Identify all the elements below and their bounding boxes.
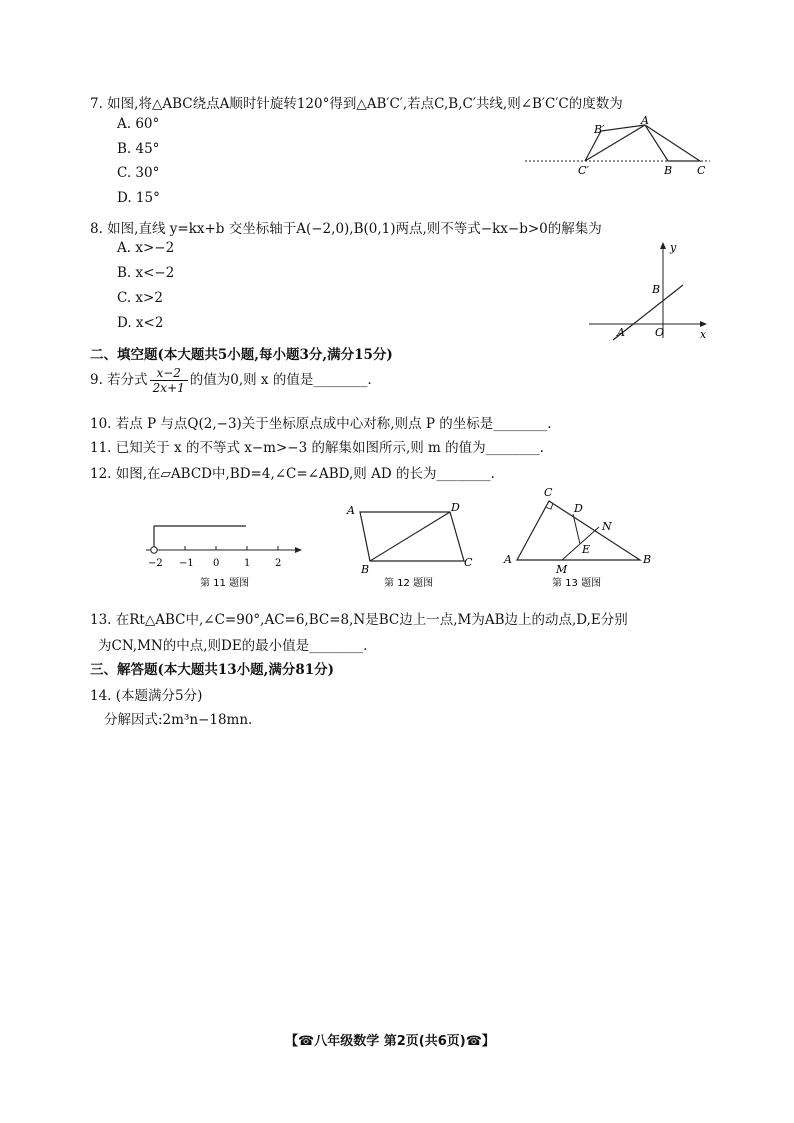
fig13-label-d: D <box>574 502 583 515</box>
fig13-label-m: M <box>556 563 568 576</box>
q9-fraction <box>150 366 188 395</box>
q8-figure <box>585 240 715 345</box>
fig13-label-e: E <box>582 543 591 556</box>
fig13-segment-mn <box>562 527 599 560</box>
q8-option-b: B. x<−2 <box>117 265 175 281</box>
q7-label-c1: C′ <box>578 164 589 177</box>
q8-label-a: A <box>617 326 625 339</box>
q7-option-b: B. 45° <box>117 141 160 157</box>
q7-option-c: C. 30° <box>117 165 160 181</box>
fig11-tick-label: −1 <box>179 558 194 569</box>
fig12-label-a: A <box>347 504 355 517</box>
fig12-caption: 第 12 题图 <box>384 578 434 589</box>
fig13-label-c: C <box>544 486 553 499</box>
fig12-label-d: D <box>451 501 460 514</box>
fig12-abcd <box>360 512 464 561</box>
q9-post: 的值为0,则 x 的值是________. <box>189 372 372 388</box>
q9-pre: 9. 若分式 <box>90 372 148 388</box>
fig11-number-line <box>140 520 310 595</box>
fig13-caption: 第 13 题图 <box>552 578 602 589</box>
q7-stem: 7. 如图,将△ABC绕点A顺时针旋转120°得到△AB′C′,若点C,B,C′共线,则∠B′C′C的度数为 <box>90 96 623 112</box>
fig13-label-a: A <box>504 553 512 566</box>
q7-label-b: B <box>664 164 673 177</box>
q13-line1: 13. 在Rt△ABC中,∠C=90°,AC=6,BC=8,N是BC边上一点,M为AB边上的动点,D,E分别 <box>90 612 628 628</box>
q9 <box>90 366 372 395</box>
q9-denominator: 2x+1 <box>152 381 185 395</box>
q13-line2: 为CN,MN的中点,则DE的最小值是________. <box>98 638 368 654</box>
fig11-tick-label: 0 <box>213 558 220 569</box>
q7-label-b1: B′ <box>594 123 605 136</box>
fig11-tick-label: −2 <box>148 558 163 569</box>
q8-stem: 8. 如图,直线 y=kx+b 交坐标轴于A(−2,0),B(0,1)两点,则不等式−kx−b>0的解集为 <box>90 221 602 237</box>
fig11-open-circle <box>151 547 157 553</box>
q7-label-c: C <box>697 164 706 177</box>
fig12-label-b: B <box>361 563 370 576</box>
q12: 12. 如图,在▱ABCD中,BD=4,∠C=∠ABD,则 AD 的长为________. <box>90 466 495 482</box>
fig11-tick-label: 1 <box>244 558 251 569</box>
q8-label-x: x <box>700 328 707 341</box>
q8-option-d: D. x<2 <box>117 315 164 331</box>
q7-option-d: D. 15° <box>117 190 160 206</box>
q8-label-o: O <box>655 326 665 339</box>
q14-body: 分解因式:2m³n−18mn. <box>104 712 253 728</box>
q7-label-a: A <box>641 115 649 127</box>
fig13-label-b: B <box>643 553 652 566</box>
fig12-label-c: C <box>464 556 473 569</box>
fig11-tick-label: 2 <box>275 558 282 569</box>
q7-option-a: A. 60° <box>117 116 160 132</box>
section-2-heading: 二、填空题(本大题共5小题,每小题3分,满分15分) <box>90 347 393 363</box>
q8-option-c: C. x>2 <box>117 290 163 306</box>
fig13-triangle <box>500 482 660 592</box>
q7-figure <box>520 115 720 180</box>
fig11-caption: 第 11 题图 <box>200 578 250 589</box>
q8-label-y: y <box>670 241 677 254</box>
page-footer: 【☎八年级数学 第2页(共6页)☎】 <box>285 1034 495 1049</box>
q8-x-arrow <box>700 321 707 327</box>
fig12-diagonal-bd <box>370 512 450 561</box>
fig12-parallelogram <box>340 500 480 595</box>
fig11-axis-arrow <box>295 547 302 553</box>
q8-label-b: B <box>652 283 661 296</box>
fig13-label-n: N <box>602 520 612 533</box>
q8-y-arrow <box>660 242 666 249</box>
q14-title: 14. (本题满分5分) <box>90 688 203 704</box>
q7-triangle-abc <box>645 125 700 161</box>
section-3-heading: 三、解答题(本大题共13小题,满分81分) <box>90 662 335 678</box>
q11: 11. 已知关于 x 的不等式 x−m>−3 的解集如图所示,则 m 的值为________. <box>90 440 544 456</box>
q10: 10. 若点 P 与点Q(2,−3)关于坐标原点成中心对称,则点 P 的坐标是________. <box>90 416 552 432</box>
q8-option-a: A. x>−2 <box>117 240 175 256</box>
q9-numerator: x−2 <box>150 366 188 381</box>
